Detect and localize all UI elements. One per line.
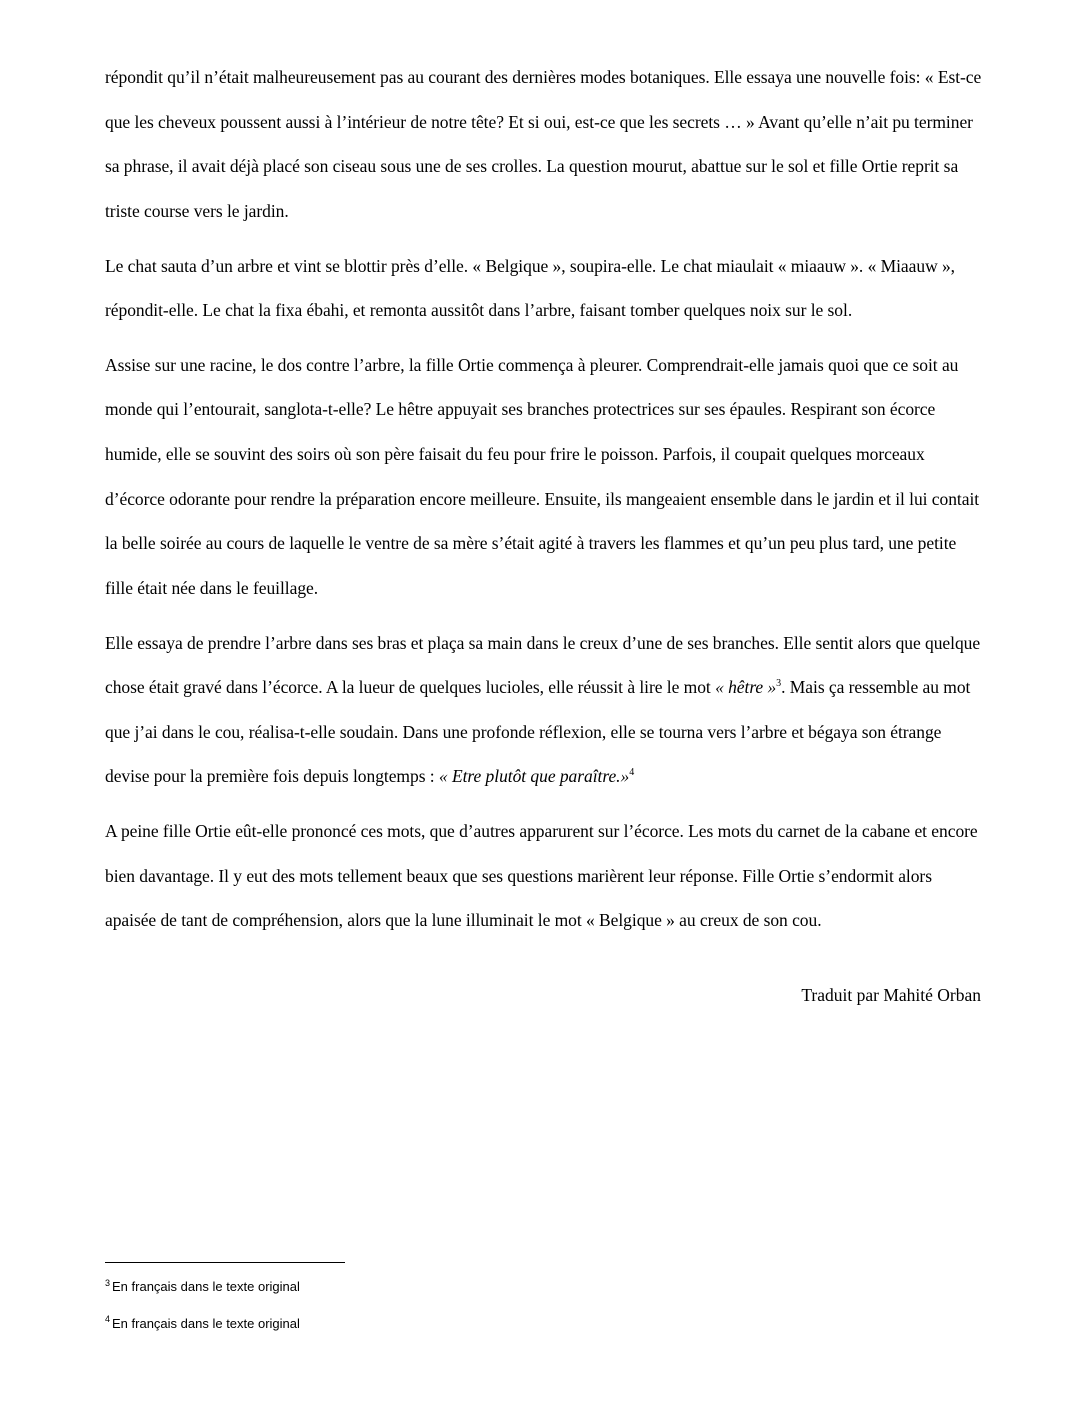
footnote-4	[105, 1314, 983, 1334]
footnote-ref-4: 4	[629, 767, 635, 779]
footnote-3	[105, 1277, 983, 1297]
footnote-4-text: En français dans le texte original	[112, 1315, 300, 1331]
paragraph-4-part-1: Elle essaya de prendre l’arbre dans ses bras et plaça sa main dans le creux d’une de ses branches. Elle sentit alors que quelque chose était gravé dans l’écorce. A la lueur de quelques lucioles, elle réussit à lire le mot	[105, 632, 981, 698]
footnote-separator-rule	[105, 1262, 345, 1263]
translator-signature: Traduit par Mahité Orban	[801, 984, 981, 1005]
quote-devise: « Etre plutôt que paraître.»	[438, 766, 630, 787]
footnote-ref-3: 3	[776, 678, 782, 690]
footnote-3-marker: 3	[105, 1277, 111, 1288]
paragraph-4-part-2: . Mais ça ressemble au mot que j’ai dans le cou, réalisa-t-elle soudain. Dans une profonde réflexion, elle se tourna vers l’arbre et bégaya son étrange devise pour la première fois depuis longtemps :	[105, 677, 971, 787]
footnote-4-marker: 4	[105, 1314, 111, 1325]
footnote-3-text: En français dans le texte original	[112, 1279, 300, 1294]
footnote-area	[105, 1262, 983, 1350]
paragraph-5: A peine fille Ortie eût-elle prononcé ces mots, que d’autres apparurent sur l’écorce. Les mots du carnet de la cabane et encore bien davantage. Il y eut des mots tellement beaux que ses questions marièrent leur réponse. Fille Ortie s’endormit alors apaisée de tant de compréhension, alors que la lune illuminait le mot « Belgique » au creux de son cou.	[105, 821, 978, 931]
quote-hetre: « hêtre »	[715, 677, 777, 698]
paragraph-4	[105, 621, 983, 800]
paragraph-2: Le chat sauta d’un arbre et vint se blottir près d’elle. « Belgique », soupira-elle. Le chat miaulait « miaauw ». « Miaauw », répondit-elle. Le chat la fixa ébahi, et remonta aussitôt dans l’arbre, faisant tomber quelques noix sur le sol.	[105, 255, 956, 321]
paragraph-3: Assise sur une racine, le dos contre l’arbre, la fille Ortie commença à pleurer. Comprendrait-elle jamais quoi que ce soit au monde qui l’entourait, sanglota-t-elle? Le hêtre appuyait ses branches protectrices sur ses épaules. Respirant son écorce humide, elle se souvint des soirs où son père faisait du feu pour frire le poisson. Parfois, il coupait quelques morceaux d’écorce odorante pour rendre la préparation encore meilleure. Ensuite, ils mangeaient ensemble dans le jardin et il lui contait la belle soirée au cours de laquelle le ventre de sa mère s’était agité à travers les flammes et qu’un peu plus tard, une petite fille était née dans le feuillage.	[105, 354, 980, 598]
paragraph-1: répondit qu’il n’était malheureusement pas au courant des dernières modes botaniques. Elle essaya une nouvelle fois: « Est-ce que les cheveux poussent aussi à l’intérieur de notre tête? Et si oui, est-ce que les secrets … » Avant qu’elle n’ait pu terminer sa phrase, il avait déjà placé son ciseau sous une de ses crolles. La question mourut, abattue sur le sol et fille Ortie reprit sa triste course vers le jardin.	[105, 67, 982, 221]
